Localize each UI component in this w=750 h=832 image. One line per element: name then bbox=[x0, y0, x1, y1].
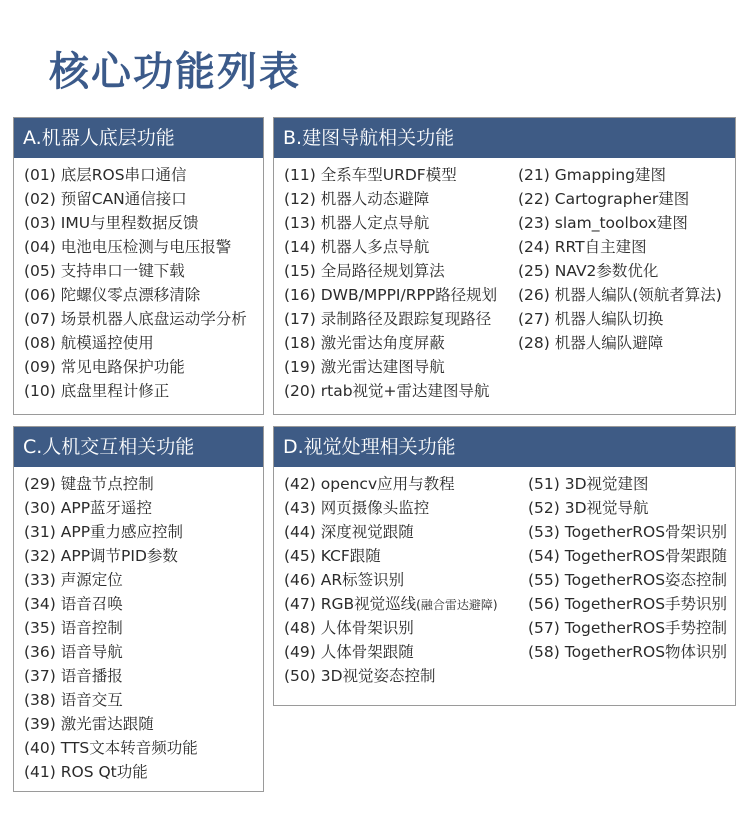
feature-item: (45) KCF跟随 bbox=[284, 547, 381, 565]
feature-item: (27) 机器人编队切换 bbox=[518, 310, 664, 328]
feature-item: (57) TogetherROS手势控制 bbox=[528, 619, 728, 637]
feature-item: (19) 激光雷达建图导航 bbox=[284, 358, 445, 376]
feature-item: (28) 机器人编队避障 bbox=[518, 334, 664, 352]
feature-item-note: (融合雷达避障) bbox=[416, 598, 498, 612]
feature-item: (51) 3D视觉建图 bbox=[528, 475, 649, 493]
feature-item: (03) IMU与里程数据反馈 bbox=[24, 214, 199, 232]
panel-header: C.人机交互相关功能 bbox=[14, 427, 263, 467]
feature-item: (49) 人体骨架跟随 bbox=[284, 643, 414, 661]
feature-item: (33) 声源定位 bbox=[24, 571, 123, 589]
feature-column bbox=[518, 163, 722, 355]
feature-item: (18) 激光雷达角度屏蔽 bbox=[284, 334, 445, 352]
feature-item: (56) TogetherROS手势识别 bbox=[528, 595, 728, 613]
feature-item: (05) 支持串口一键下载 bbox=[24, 262, 185, 280]
panel-human-interaction-functions bbox=[13, 426, 264, 792]
feature-item bbox=[284, 592, 498, 616]
feature-item: (48) 人体骨架识别 bbox=[284, 619, 414, 637]
panel-vision-processing-functions bbox=[273, 426, 736, 706]
feature-item: (42) opencv应用与教程 bbox=[284, 475, 455, 493]
feature-column bbox=[284, 163, 497, 403]
feature-item: (12) 机器人动态避障 bbox=[284, 190, 430, 208]
feature-item-label: (47) RGB视觉巡线 bbox=[284, 595, 417, 613]
feature-item: (36) 语音导航 bbox=[24, 643, 123, 661]
feature-column bbox=[24, 163, 247, 403]
feature-item: (46) AR标签识别 bbox=[284, 571, 405, 589]
feature-item: (50) 3D视觉姿态控制 bbox=[284, 667, 436, 685]
feature-item: (53) TogetherROS骨架识别 bbox=[528, 523, 728, 541]
feature-item: (31) APP重力感应控制 bbox=[24, 523, 184, 541]
feature-item: (55) TogetherROS姿态控制 bbox=[528, 571, 728, 589]
feature-item: (34) 语音召唤 bbox=[24, 595, 123, 613]
feature-item: (15) 全局路径规划算法 bbox=[284, 262, 445, 280]
feature-item: (54) TogetherROS骨架跟随 bbox=[528, 547, 728, 565]
feature-item: (06) 陀螺仪零点漂移清除 bbox=[24, 286, 201, 304]
feature-item: (14) 机器人多点导航 bbox=[284, 238, 430, 256]
feature-item: (30) APP蓝牙遥控 bbox=[24, 499, 153, 517]
feature-item: (37) 语音播报 bbox=[24, 667, 123, 685]
feature-item: (10) 底盘里程计修正 bbox=[24, 382, 170, 400]
feature-item: (35) 语音控制 bbox=[24, 619, 123, 637]
feature-item: (24) RRT自主建图 bbox=[518, 238, 647, 256]
feature-item: (52) 3D视觉导航 bbox=[528, 499, 649, 517]
feature-column bbox=[284, 472, 498, 688]
feature-item: (11) 全系车型URDF模型 bbox=[284, 166, 457, 184]
feature-item: (39) 激光雷达跟随 bbox=[24, 715, 154, 733]
feature-item: (43) 网页摄像头监控 bbox=[284, 499, 430, 517]
feature-item: (58) TogetherROS物体识别 bbox=[528, 643, 728, 661]
feature-item: (20) rtab视觉+雷达建图导航 bbox=[284, 382, 490, 400]
panel-header: B.建图导航相关功能 bbox=[274, 118, 735, 158]
feature-item: (16) DWB/MPPI/RPP路径规划 bbox=[284, 286, 498, 304]
panel-robot-base-functions bbox=[13, 117, 264, 415]
feature-item: (17) 录制路径及跟踪复现路径 bbox=[284, 310, 492, 328]
feature-column bbox=[528, 472, 727, 664]
feature-item: (21) Gmapping建图 bbox=[518, 166, 666, 184]
feature-item: (40) TTS文本转音频功能 bbox=[24, 739, 198, 757]
feature-item: (25) NAV2参数优化 bbox=[518, 262, 659, 280]
panel-mapping-navigation-functions bbox=[273, 117, 736, 415]
panel-header: D.视觉处理相关功能 bbox=[274, 427, 735, 467]
panel-header: A.机器人底层功能 bbox=[14, 118, 263, 158]
feature-item: (38) 语音交互 bbox=[24, 691, 123, 709]
feature-column bbox=[24, 472, 198, 784]
feature-item: (29) 键盘节点控制 bbox=[24, 475, 154, 493]
feature-item: (41) ROS Qt功能 bbox=[24, 763, 148, 781]
feature-item: (22) Cartographer建图 bbox=[518, 190, 690, 208]
feature-item: (04) 电池电压检测与电压报警 bbox=[24, 238, 232, 256]
feature-item: (26) 机器人编队(领航者算法) bbox=[518, 286, 722, 304]
feature-item: (01) 底层ROS串口通信 bbox=[24, 166, 187, 184]
feature-item: (07) 场景机器人底盘运动学分析 bbox=[24, 310, 247, 328]
feature-item: (09) 常见电路保护功能 bbox=[24, 358, 185, 376]
feature-item: (08) 航模遥控使用 bbox=[24, 334, 154, 352]
feature-item: (23) slam_toolbox建图 bbox=[518, 214, 688, 232]
feature-item: (44) 深度视觉跟随 bbox=[284, 523, 414, 541]
feature-item: (02) 预留CAN通信接口 bbox=[24, 190, 187, 208]
page-title: 核心功能列表 bbox=[49, 49, 301, 95]
feature-item: (13) 机器人定点导航 bbox=[284, 214, 430, 232]
feature-item: (32) APP调节PID参数 bbox=[24, 547, 178, 565]
